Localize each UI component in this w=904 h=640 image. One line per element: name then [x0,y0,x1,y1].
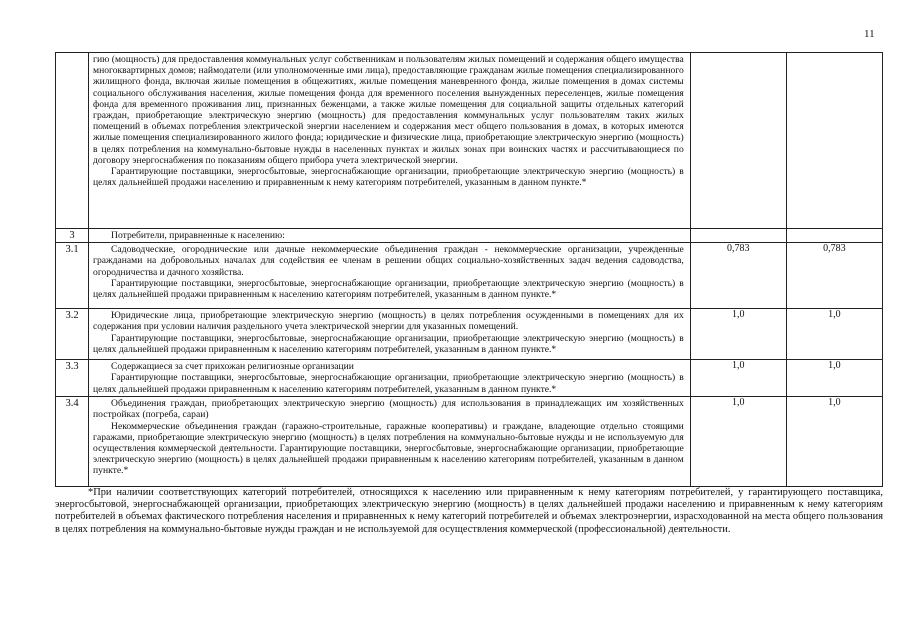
value-cell-2 [786,53,882,229]
row-paragraph: Садоводческие, огороднические или дачные некоммерческие объединения граждан - некоммерческие организации, учрежденные гражданами на добровольных началах для содействия ее членам в решении общих социально-хозяйственных задач ведения садоводства, огородничества и дачного хозяйства. [93,244,684,278]
row-description [89,243,691,309]
table-row-3-4 [56,397,883,487]
value-cell-1: 1,0 [690,309,786,360]
row-paragraph: Потребители, приравненные к населению: [111,230,285,241]
row-paragraph: Содержащиеся за счет прихожан религиозные организации [111,361,354,373]
value-cell-1 [690,53,786,229]
row-number: 3.3 [56,360,89,397]
row-description [89,229,691,243]
row-number: 3.2 [56,309,89,360]
value-cell-2: 0,783 [786,243,882,309]
table-row-3-2 [56,309,883,360]
table-row-3-1 [56,243,883,309]
row-paragraph: Гарантирующие поставщики, энергосбытовые, энергоснабжающие организации, приобретающие электрическую энергию (мощность) в целях дальнейшей продажи приравненным к населению категориям потребителей, указанным в данном пункте.* [93,332,684,355]
value-cell-2 [786,229,882,243]
page-number: 11 [864,28,875,40]
row-description [89,360,691,397]
row-paragraph: Гарантирующие поставщики, энергосбытовые, энергоснабжающие организации, приобретающие электрическую энергию (мощность) в целях дальнейшей продажи приравненным к населению категориям потребителей, указанным в данном пункте.* [93,372,684,395]
value-cell-1 [690,229,786,243]
row-description [89,309,691,360]
value-cell-1: 1,0 [690,360,786,397]
row-number: 3.4 [56,397,89,487]
row-description [89,53,691,229]
table-row-3 [56,229,883,243]
tariff-table [55,52,883,487]
table-row-continuation [56,53,883,229]
row-paragraph: Объединения граждан, приобретающих электрическую энергию (мощность) для использования в принадлежащих им хозяйственных постройках (погреба, сараи) [93,398,684,421]
table-row-3-3 [56,360,883,397]
row-paragraph: Некоммерческие объединения граждан (гаражно-строительные, гаражные кооперативы) и граждане, владеющие отдельно стоящими гаражами, приобретающие электрическую энергию (мощность) в целях потребления на коммунально-бытовые нужды и не используемую для осуществления коммерческой деятельности. Гарантирующие поставщики, энергосбытовые, энергоснабжающие организации, приобретающие электрическую энергию (мощность) в целях дальнейшей продажи приравненным к населению категориям потребителей, указанным в данном пункте.* [93,420,684,477]
value-cell-1: 0,783 [690,243,786,309]
value-cell-1: 1,0 [690,397,786,487]
footnote: *При наличии соответствующих категорий потребителей, относящихся к населению или приравненным к нему категориям потребителей, у гарантирующего поставщика, энергосбытовой, энергоснабжающей организации, приобретающих электрическую энергию (мощность) в целях дальнейшей продажи населению и приравненным к нему категориям потребителей в объемах фактического потребления населения и приравненных к нему категорий потребителей и объемах электроэнергии, израсходованной на места общего пользования в целях потребления на коммунально-бытовые нужды граждан и не используемой для осуществления коммерческой (профессиональной) деятельности. [55,487,883,535]
row-description [89,397,691,487]
row-number: 3.1 [56,243,89,309]
value-cell-2: 1,0 [786,397,882,487]
row-paragraph: Юридические лица, приобретающие электрическую энергию (мощность) в целях потребления осужденными в помещениях для их содержания при условии наличия раздельного учета электрической энергии для указанных помещений. [93,310,684,333]
row-paragraph: Гарантирующие поставщики, энергосбытовые, энергоснабжающие организации, приобретающие электрическую энергию (мощность) в целях дальнейшей продажи населению и приравненным к нему категориям потребителей, указанным в данном пункте.* [93,166,684,189]
row-number: 3 [56,229,89,243]
row-paragraph: гию (мощность) для предоставления коммунальных услуг собственникам и пользователям жилых помещений и содержания общего имущества многоквартирных домов; наймодатели (или уполномоченные ими лица), предоставляющие гражданам жилые помещения специализированного жилищного фонда, включая жилые помещения в общежитиях, жилые помещения маневренного фонда, жилые помещения в домах системы социального обслуживания населения, жилые помещения фонда для временного поселения вынужденных переселенцев, жилые помещения фонда для временного проживания лиц, признанных беженцами, а также жилые помещения для социальной защиты отдельных категорий граждан, приобретающие электрическую энергию (мощность) для предоставления коммунальных услуг пользователям таких жилых помещений в объемах потребления электрической энергии населением и содержания мест общего пользования в домах, в которых имеются жилые помещения специализированного жилого фонда; юридические и физические лица, приобретающие электрическую энергию (мощность) в целях потребления на коммунально-бытовые нужды в населенных пунктах и жилых зонах при воинских частях и рассчитывающиеся по договору энергоснабжения по показаниям общего прибора учета электрической энергии. [93,54,684,166]
value-cell-2: 1,0 [786,360,882,397]
row-paragraph: Гарантирующие поставщики, энергосбытовые, энергоснабжающие организации, приобретающие электрическую энергию (мощность) в целях дальнейшей продажи приравненным к населению категориям потребителей, указанным в данном пункте.* [93,277,684,301]
value-cell-2: 1,0 [786,309,882,360]
row-number [56,53,89,229]
